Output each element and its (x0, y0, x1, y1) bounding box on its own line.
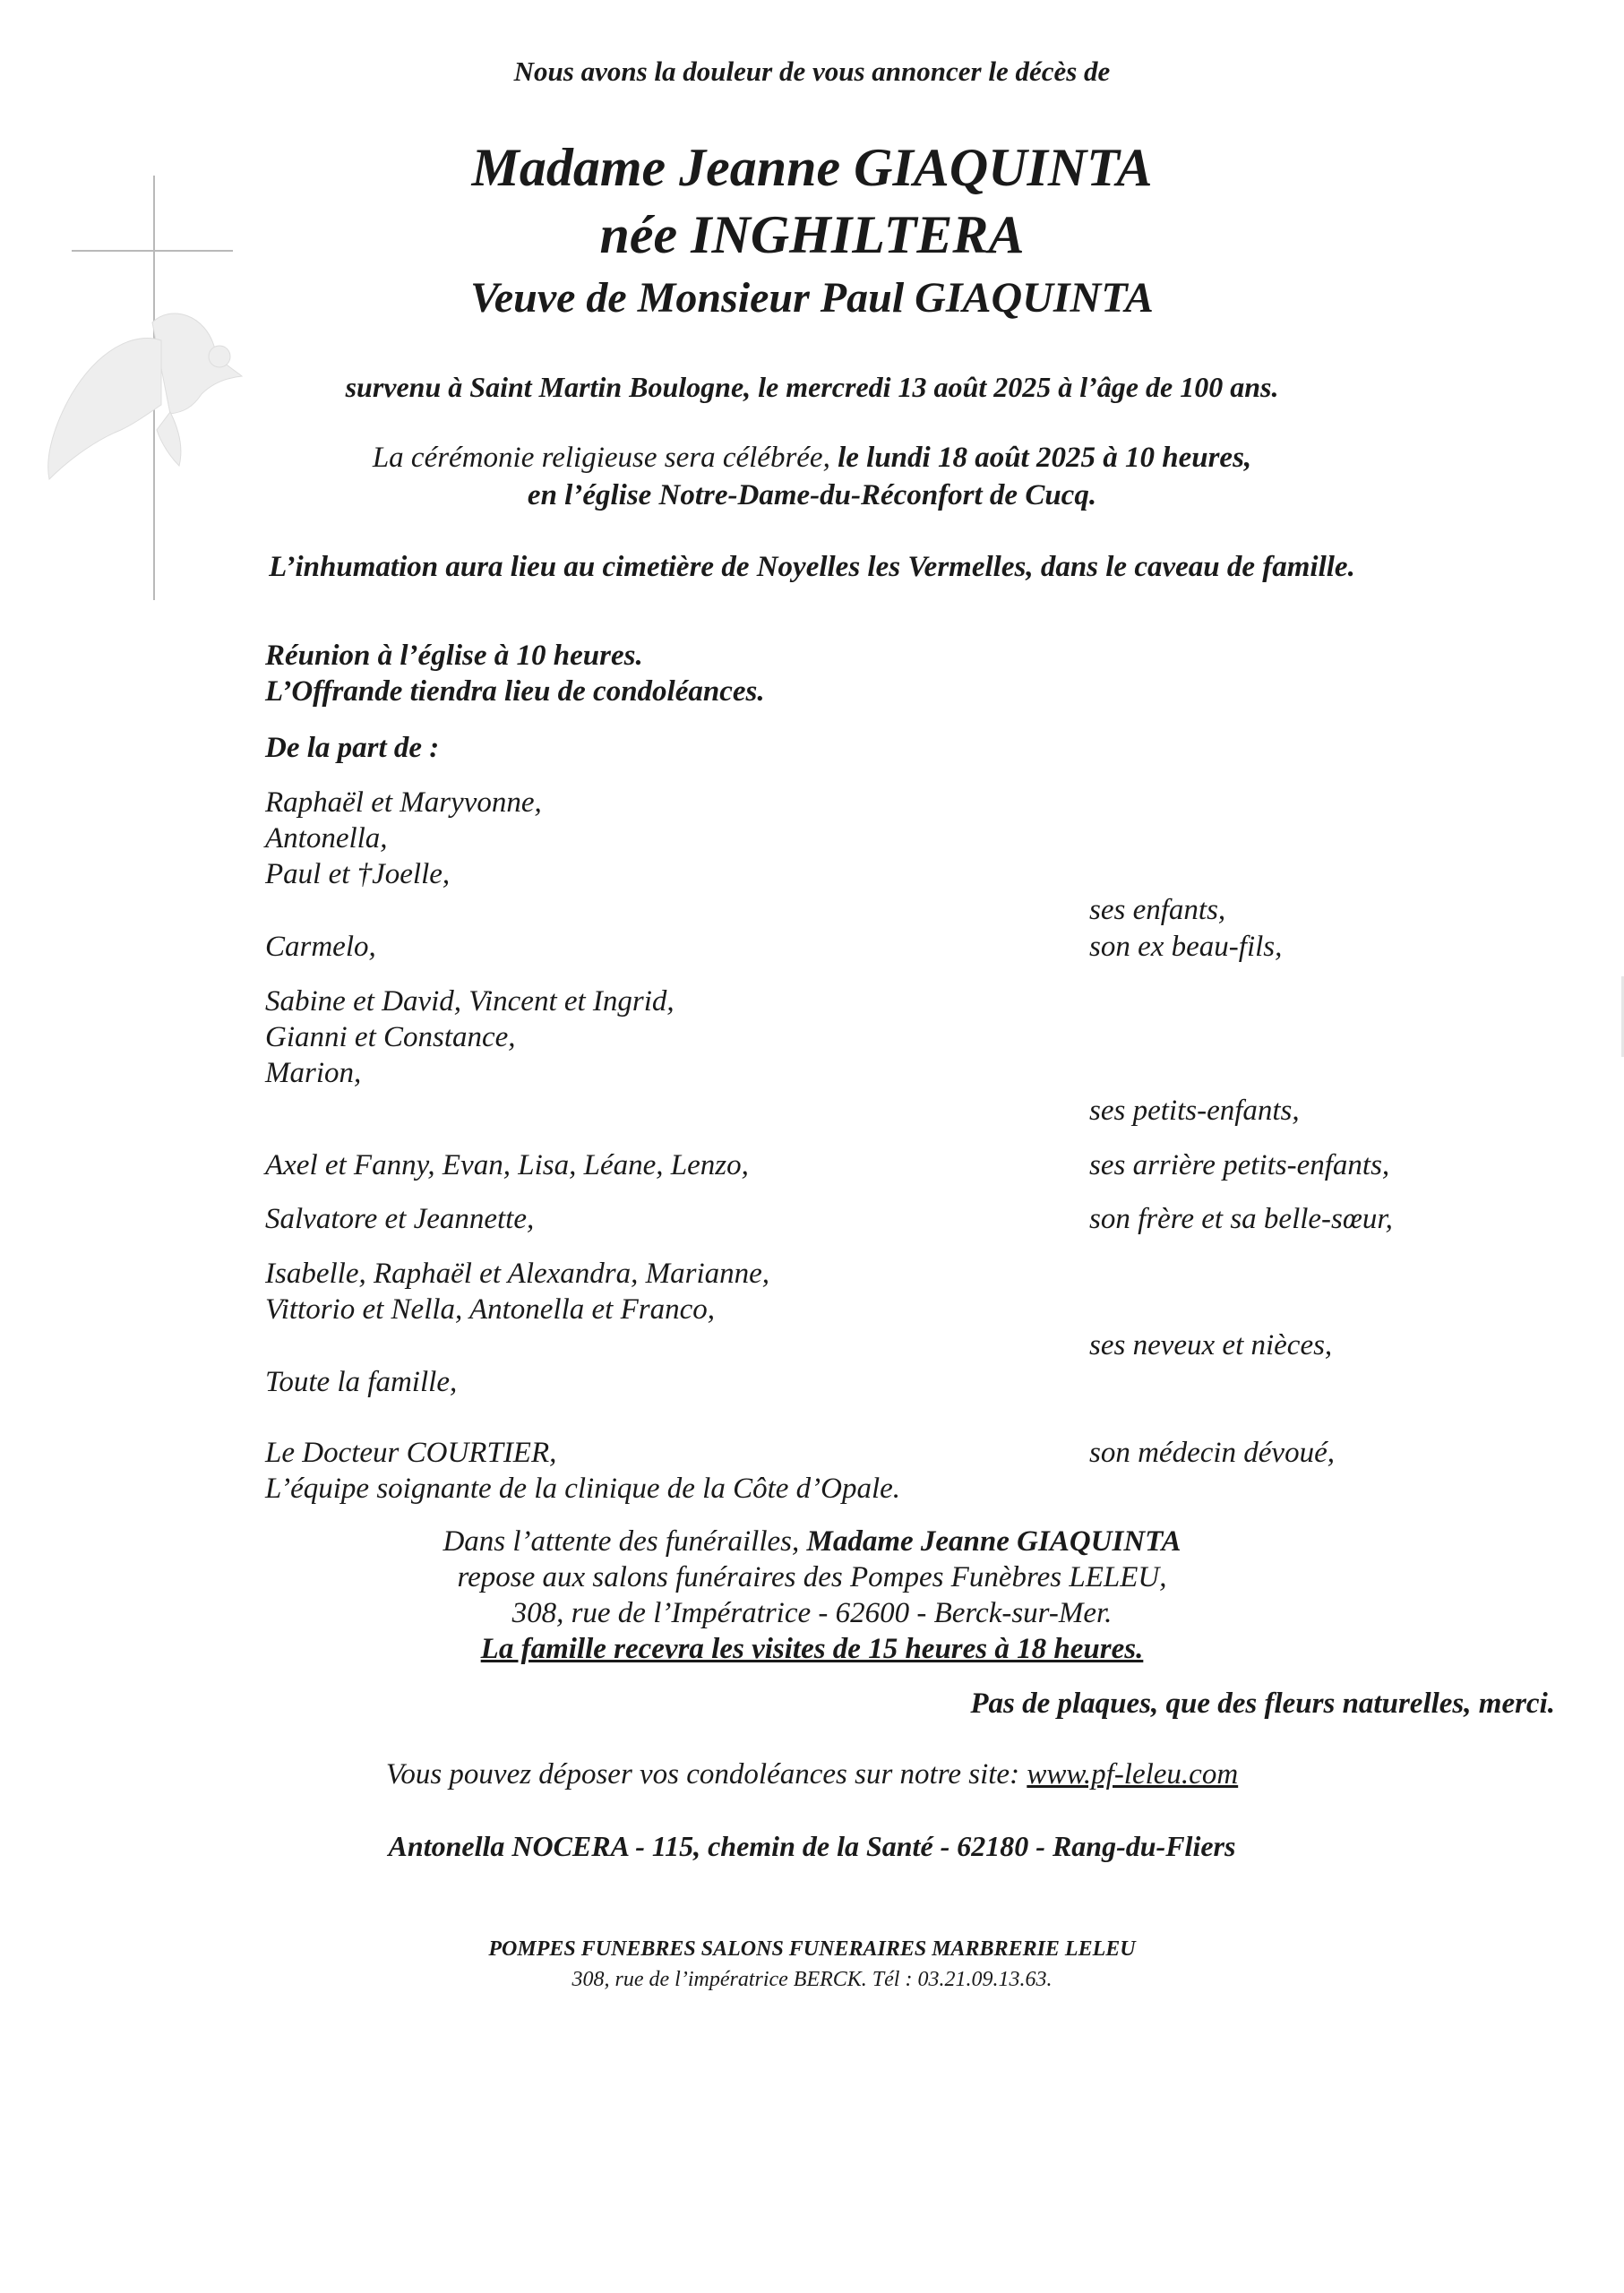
wake-name: Madame Jeanne GIAQUINTA (806, 1525, 1181, 1558)
family-children-1: Raphaël et Maryvonne, (265, 786, 542, 819)
footer-address: 308, rue de l’impératrice BERCK. Tél : 03.21.09.13.63. (571, 1968, 1053, 1991)
intro-line: Nous avons la douleur de vous annoncer le décès de (513, 56, 1111, 87)
doctor-role: son médecin dévoué, (1089, 1437, 1335, 1469)
grandchildren-role: ses petits-enfants, (1089, 1095, 1300, 1127)
gathering-line-2: L’Offrande tiendra lieu de condoléances. (265, 675, 765, 708)
wake-line-3: 308, rue de l’Impératrice - 62600 - Berck-sur-Mer. (511, 1597, 1113, 1629)
family-doctor: Le Docteur COURTIER, (265, 1437, 557, 1469)
family-grandchildren-1: Sabine et David, Vincent et Ingrid, (265, 985, 675, 1018)
great-grandchildren-role: ses arrière petits-enfants, (1089, 1149, 1390, 1181)
family-son-in-law: Carmelo, (265, 931, 376, 963)
ceremony-location: en l’église Notre-Dame-du-Réconfort de Cucq. (527, 479, 1097, 511)
family-children-2: Antonella, (265, 822, 388, 855)
family-siblings: Salvatore et Jeannette, (265, 1203, 535, 1235)
visits-line: La famille recevra les visites de 15 heures à 18 heures. (480, 1633, 1144, 1665)
ceremony-date: le lundi 18 août 2025 à 10 heures, (838, 442, 1252, 474)
gathering-line-1: Réunion à l’église à 10 heures. (265, 640, 643, 672)
siblings-role: son frère et sa belle-sœur, (1089, 1203, 1393, 1235)
family-grandchildren-3: Marion, (265, 1057, 362, 1089)
from-label: De la part de : (265, 732, 440, 764)
deceased-name: Madame Jeanne GIAQUINTA (471, 138, 1153, 197)
children-role: ses enfants, (1089, 894, 1226, 926)
maiden-name: née INGHILTERA (599, 205, 1025, 264)
family-whole: Toute la famille, (265, 1366, 458, 1398)
family-care-team: L’équipe soignante de la clinique de la Côte d’Opale. (265, 1473, 901, 1505)
footer-company: POMPES FUNEBRES SALONS FUNERAIRES MARBRERIE LELEU (488, 1937, 1136, 1961)
son-in-law-role: son ex beau-fils, (1089, 931, 1283, 963)
wake-prefix: Dans l’attente des funérailles, (443, 1525, 807, 1558)
widow-of-line: Veuve de Monsieur Paul GIAQUINTA (470, 274, 1154, 322)
family-children-3: Paul et †Joelle, (265, 858, 451, 890)
wake-line-1 (0, 1525, 1624, 1559)
family-great-grandchildren: Axel et Fanny, Evan, Lisa, Léane, Lenzo, (265, 1149, 749, 1181)
ceremony-line-1 (0, 442, 1624, 475)
condolences-link[interactable]: www.pf-leleu.com (1027, 1758, 1239, 1791)
contact-line: Antonella NOCERA - 115, chemin de la Santé - 62180 - Rang-du-Fliers (388, 1830, 1236, 1862)
death-notice: survenu à Saint Martin Boulogne, le mercredi 13 août 2025 à l’âge de 100 ans. (345, 371, 1279, 403)
flowers-line: Pas de plaques, que des fleurs naturelles, merci. (970, 1688, 1555, 1720)
burial-line: L’inhumation aura lieu au cimetière de Noyelles les Vermelles, dans le caveau de famille. (269, 551, 1355, 583)
nephews-role: ses neveux et nièces, (1089, 1329, 1333, 1361)
family-grandchildren-2: Gianni et Constance, (265, 1021, 516, 1053)
family-nephews-2: Vittorio et Nella, Antonella et Franco, (265, 1293, 715, 1326)
ceremony-prefix: La cérémonie religieuse sera célébrée, (372, 442, 838, 474)
condolences-text: Vous pouvez déposer vos condoléances sur notre site: (385, 1758, 1027, 1791)
condolences-line (0, 1758, 1624, 1791)
family-nephews-1: Isabelle, Raphaël et Alexandra, Marianne, (265, 1258, 770, 1290)
wake-line-2: repose aux salons funéraires des Pompes Funèbres LELEU, (457, 1561, 1167, 1593)
